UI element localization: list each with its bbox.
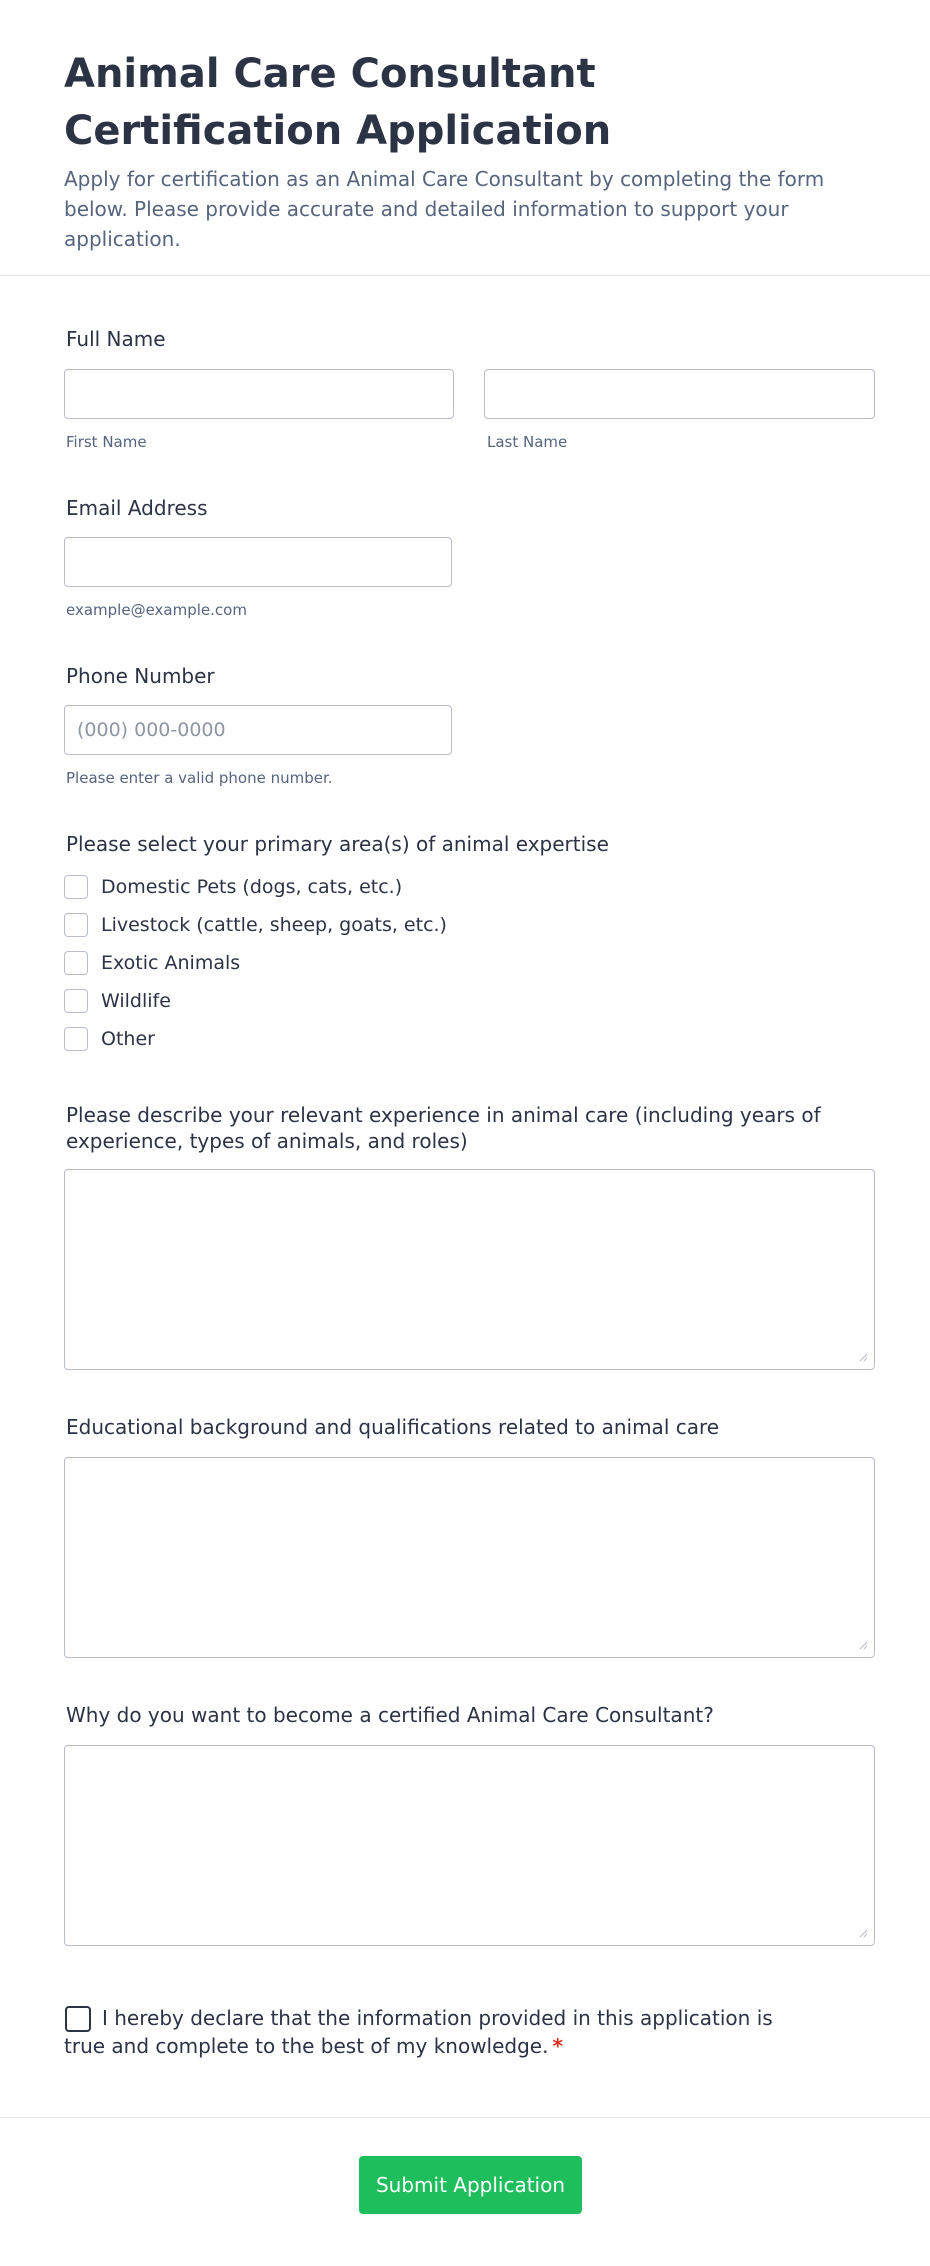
phone-input[interactable] (64, 705, 452, 755)
declaration-text: I hereby declare that the information provided in this application is true and complete to the best of my knowledge. (64, 2006, 773, 2058)
checkbox[interactable] (64, 951, 88, 975)
expertise-option-label: Wildlife (101, 990, 171, 1012)
checkbox[interactable] (64, 875, 88, 899)
motivation-textarea[interactable] (64, 1745, 875, 1946)
email-input[interactable] (64, 537, 452, 587)
expertise-option-livestock[interactable] (64, 913, 447, 937)
email-label: Email Address (66, 496, 208, 520)
full-name-label: Full Name (66, 327, 166, 351)
checkbox[interactable] (64, 989, 88, 1013)
expertise-option-exotic-animals[interactable] (64, 951, 240, 975)
resize-grip-icon[interactable] (859, 1353, 868, 1362)
checkbox[interactable] (64, 913, 88, 937)
page-title: Animal Care Consultant Certification Application (64, 51, 612, 154)
expertise-option-other[interactable] (64, 1027, 155, 1051)
expertise-option-label: Exotic Animals (101, 952, 241, 974)
experience-textarea[interactable] (64, 1169, 875, 1370)
motivation-label: Why do you want to become a certified Animal Care Consultant? (66, 1703, 714, 1727)
submit-application-button[interactable]: Submit Application (359, 2156, 582, 2214)
expertise-option-label: Other (101, 1028, 155, 1050)
expertise-label: Please select your primary area(s) of animal expertise (66, 832, 609, 856)
experience-label: Please describe your relevant experience in animal care (including years of experience, types of animals, and roles) (66, 1103, 821, 1153)
last-name-input[interactable] (484, 369, 875, 419)
first-name-sublabel: First Name (66, 433, 147, 451)
declaration-statement (64, 2004, 804, 2060)
phone-sublabel: Please enter a valid phone number. (66, 769, 333, 787)
email-sublabel: example@example.com (66, 601, 247, 619)
expertise-option-domestic-pets[interactable] (64, 875, 402, 899)
education-label: Educational background and qualifications related to animal care (66, 1415, 720, 1439)
expertise-option-wildlife[interactable] (64, 989, 171, 1013)
form-header (0, 0, 930, 276)
education-textarea[interactable] (64, 1457, 875, 1658)
first-name-input[interactable] (64, 369, 454, 419)
expertise-option-label: Domestic Pets (dogs, cats, etc.) (101, 876, 403, 898)
required-mark: * (552, 2034, 563, 2058)
expertise-option-label: Livestock (cattle, sheep, goats, etc.) (101, 914, 447, 936)
resize-grip-icon[interactable] (859, 1641, 868, 1650)
last-name-sublabel: Last Name (487, 433, 568, 451)
checkbox[interactable] (64, 1027, 88, 1051)
resize-grip-icon[interactable] (859, 1929, 868, 1938)
page-subtitle: Apply for certification as an Animal Care Consultant by completing the form below. Please provide accurate and detailed information to support your application. (64, 167, 825, 251)
phone-label: Phone Number (66, 664, 215, 688)
